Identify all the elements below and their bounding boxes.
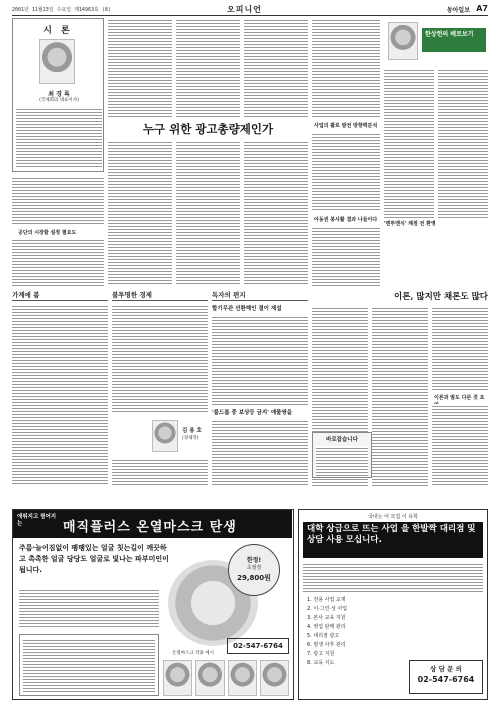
benefit-item: 6. 평생 사후 관리 (307, 642, 346, 648)
ad-magic-mask[interactable] (12, 509, 294, 700)
section-title: 오피니언 (227, 5, 262, 14)
body-text (212, 315, 308, 405)
main-headline: 누구 위한 광고총량제인가 (142, 122, 274, 136)
benefit-item: 3. 본사 교육 지원 (307, 615, 346, 621)
editorial-subhead-block (384, 218, 488, 230)
author-photo (39, 39, 75, 84)
body-text (384, 68, 434, 218)
body-text (312, 226, 380, 286)
body-text (112, 458, 208, 486)
issue-date: 2001년 11월23일 수요일 제14963호 (8) (12, 7, 111, 13)
page-number: A7 (476, 4, 488, 13)
ad1-tag: 에뛰지고 찜어지는 (17, 514, 57, 527)
reader-forum-column (312, 18, 380, 286)
correction-box (312, 432, 372, 478)
contact-label: 상 담 문 의 (430, 665, 462, 673)
product-caption: 온열마스크 착용 예시 (172, 651, 214, 656)
body-text (244, 18, 308, 118)
benefit-item: 4. 영업 판매 관리 (307, 624, 346, 630)
price: 29,800원 (237, 574, 271, 582)
body-text (176, 140, 240, 286)
ad1-title: 매직플러스 온열마스크 탄생 (63, 520, 237, 535)
body-text (244, 140, 308, 286)
sale-label: 한정! (246, 557, 262, 564)
product-thumbnails (163, 660, 289, 696)
col2-title: 불투명한 경제 (112, 290, 208, 301)
benefit-item: 5. 대리점 광고 (307, 633, 340, 639)
body-text (372, 306, 428, 486)
ad-dealer-recruit[interactable] (298, 509, 488, 700)
body-text (108, 140, 172, 286)
benefit-item: 2. 이·그린·성 사업 (307, 606, 348, 612)
body-text (112, 304, 208, 414)
product-thumb-2 (195, 660, 224, 696)
price-badge (228, 544, 280, 596)
ad2-tag: 국내는 어 모집 이 유학 (368, 514, 418, 520)
forum-subhead-1: 사업의 활로 발전 방향력분석 (314, 123, 378, 129)
page-header (12, 4, 488, 16)
editorial-subhead: '맨투맨식' 채점 전 환영 (384, 221, 436, 227)
ad1-info-box (19, 634, 159, 696)
editorial-subhead-2: 이론과 발도 다른 것 요 (434, 395, 485, 401)
benefit-item: 1. 전용 사업 교재 (307, 597, 346, 603)
author-name: 최 경 록 (48, 91, 70, 98)
col3-headline: 합기무관 선환해인 결이 재설 (212, 306, 282, 312)
body-text (316, 446, 368, 478)
author-title: (국제회의 대표이사) (39, 98, 79, 103)
body-text (23, 638, 155, 692)
body-text (432, 404, 488, 486)
col1-title: 가계에 봄 (12, 290, 108, 301)
sinon-label: 시 론 (43, 26, 73, 36)
bottom-col-1 (12, 290, 108, 486)
columnist-photo (388, 22, 418, 60)
ad2-phone[interactable]: 02-547-6764 (417, 675, 475, 684)
ad1-headline: 주름·늘어짐없이 팽팽있는 얼굴 칫는길이 깨끗하고 촉촉한 얼굴 당당도 얼굴로 빛나는 파부미인이 됩니다. (19, 544, 169, 574)
body-text (12, 238, 104, 286)
benefits-list (307, 596, 483, 668)
product-thumb-3 (228, 660, 257, 696)
correction-title: 바로잡습니다 (326, 437, 358, 443)
ad2-headline: 대학 상급으로 뜨는 사업 을 한발짝 대리점 및 상담 사용 모십니다. (303, 522, 483, 558)
body-text (312, 132, 380, 212)
body-text (12, 176, 104, 226)
bottom-col-3 (212, 290, 308, 486)
body-text (108, 18, 172, 118)
publisher-name: 동아일보 (446, 7, 470, 14)
ad2-body-text (303, 562, 483, 592)
product-thumb-4 (260, 660, 289, 696)
sinon-body-text (16, 107, 102, 169)
author2-photo (152, 420, 178, 452)
main-headline-block (108, 120, 308, 138)
body-text (176, 18, 240, 118)
ad1-phone[interactable]: 02-547-6764 (227, 638, 289, 654)
product-thumb-1 (163, 660, 192, 696)
main-column-top (108, 18, 308, 118)
body-text (312, 18, 380, 118)
contact-box[interactable] (409, 660, 483, 694)
forum-subhead-2: 아동권 봉사활 결과 나들이다 (314, 217, 378, 223)
sinon-subhead: 공단의 시장할 설정 필요도 (18, 230, 77, 236)
editorial-headline-block (312, 290, 488, 304)
bottom-col-2 (112, 290, 208, 486)
body-text (432, 306, 488, 390)
col3-headline-2: '불드롭 중 보상등 금지' 애물쌍을 (212, 410, 293, 416)
column-badge: 한상헌의 베로보기 (422, 28, 486, 52)
col3-title: 독자의 편지 (212, 290, 308, 301)
brand: 초절정 (246, 565, 262, 571)
benefit-item: 8. 교육 지도 (307, 660, 335, 666)
sinon-column (12, 18, 104, 172)
body-text (438, 68, 488, 218)
editorial-column (384, 68, 488, 218)
main-column-bottom (108, 140, 308, 286)
benefit-item: 7. 광고 지원 (307, 651, 335, 657)
body-text (12, 304, 108, 484)
ad1-body-text (19, 588, 159, 628)
author2-title: (경제학) (182, 436, 199, 441)
column-badge-block (384, 18, 488, 66)
body-text (212, 419, 308, 486)
author2-name: 김 용 호 (182, 428, 202, 434)
editorial-headline: 이론, 많지만 채론도 많다 (394, 292, 488, 302)
sinon-continuation (12, 176, 104, 286)
